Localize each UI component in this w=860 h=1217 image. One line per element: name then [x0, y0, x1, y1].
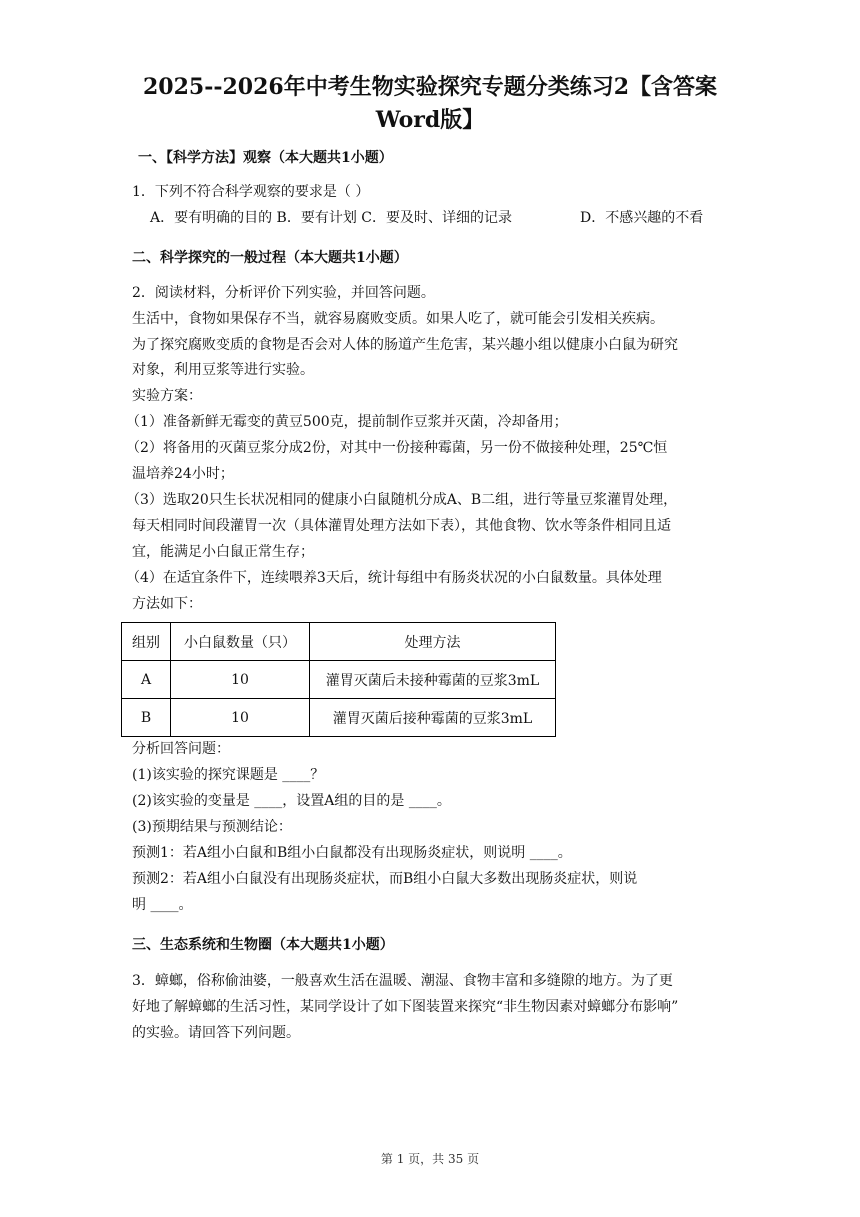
q2-step-line: （3）选取20只生长状况相同的健康小白鼠随机分成A、B二组，进行等量豆浆灌胃处理，	[126, 492, 678, 508]
q2-line: 为了探究腐败变质的食物是否会对人体的肠道产生危害，某兴趣小组以健康小白鼠为研究	[132, 337, 678, 353]
section-1-heading: 一、【科学方法】观察（本大题共1小题）	[138, 150, 393, 166]
document-title-line-2: Word版】	[375, 107, 485, 133]
table-cell: 灌胃灭菌后未接种霉菌的豆浆3mL	[310, 661, 556, 699]
section-2-heading: 二、科学探究的一般过程（本大题共1小题）	[132, 250, 408, 266]
table-row	[122, 661, 556, 699]
q2-step-line: （4）在适宜条件下，连续喂养3天后，统计每组中有肠炎状况的小白鼠数量。具体处理	[126, 570, 662, 586]
q2-line: 2．阅读材料，分析评价下列实验，并回答问题。	[132, 285, 435, 301]
table-cell: 10	[171, 699, 310, 737]
q2-line: 方法如下：	[132, 596, 202, 612]
q3-line: 的实验。请回答下列问题。	[132, 1025, 300, 1041]
q3-line: 好地了解蟑螂的生活习性，某同学设计了如下图装置来探究“非生物因素对蟑螂分布影响”	[132, 999, 679, 1015]
table-header-cell: 小白鼠数量（只）	[171, 623, 310, 661]
q2-analysis-line: 明 ____。	[132, 897, 193, 913]
q2-analysis-line: 预测2：若A组小白鼠没有出现肠炎症状，而B组小白鼠大多数出现肠炎症状，则说	[132, 871, 638, 887]
q2-line: 实验方案：	[132, 388, 202, 404]
table-cell: 10	[171, 661, 310, 699]
q2-analysis-line: (2)该实验的变量是 ____，设置A组的目的是 ____。	[132, 793, 451, 809]
table-header-row	[122, 623, 556, 661]
q2-line: 宜，能满足小白鼠正常生存；	[132, 544, 314, 560]
q2-line: 对象，利用豆浆等进行实验。	[132, 362, 314, 378]
q2-line: 温培养24小时；	[132, 466, 234, 482]
q2-analysis-line: 预测1：若A组小白鼠和B组小白鼠都没有出现肠炎症状，则说明 ____。	[132, 845, 572, 861]
q2-step-line: （2）将备用的灭菌豆浆分成2份，对其中一份接种霉菌，另一份不做接种处理，25℃恒	[126, 440, 668, 456]
q3-line: 3．蟑螂，俗称偷油婆，一般喜欢生活在温暖、潮湿、食物丰富和多缝隙的地方。为了更	[132, 973, 673, 989]
table-header-cell: 组别	[122, 623, 171, 661]
question-1-stem: 1．下列不符合科学观察的要求是（ ）	[132, 184, 370, 200]
question-1-options: A．要有明确的目的 B．要有计划 C．要及时、详细的记录	[150, 210, 513, 226]
document-title-line-1: 2025--2026年中考生物实验探究专题分类练习2【含答案	[142, 74, 718, 100]
table-row	[122, 699, 556, 737]
q2-step-line: （1）准备新鲜无霉变的黄豆500克，提前制作豆浆并灭菌，冷却备用；	[126, 414, 568, 430]
question-1-option-d: D．不感兴趣的不看	[580, 210, 704, 226]
table-cell: B	[122, 699, 171, 737]
section-3-heading: 三、生态系统和生物圈（本大题共1小题）	[132, 937, 394, 953]
table-cell: A	[122, 661, 171, 699]
q2-line: 生活中，食物如果保存不当，就容易腐败变质。如果人吃了，就可能会引发相关疾病。	[132, 311, 664, 327]
q2-analysis-line: 分析回答问题：	[132, 741, 230, 757]
table-header-cell: 处理方法	[310, 623, 556, 661]
q2-analysis-line: (3)预期结果与预测结论：	[132, 819, 292, 835]
treatment-table	[121, 622, 556, 737]
table-cell: 灌胃灭菌后接种霉菌的豆浆3mL	[310, 699, 556, 737]
q2-analysis-line: (1)该实验的探究课题是 ____？	[132, 767, 325, 783]
q2-line: 每天相同时间段灌胃一次（具体灌胃处理方法如下表），其他食物、饮水等条件相同且适	[132, 518, 671, 534]
page-number-footer: 第 1 页，共 35 页	[380, 1152, 480, 1166]
